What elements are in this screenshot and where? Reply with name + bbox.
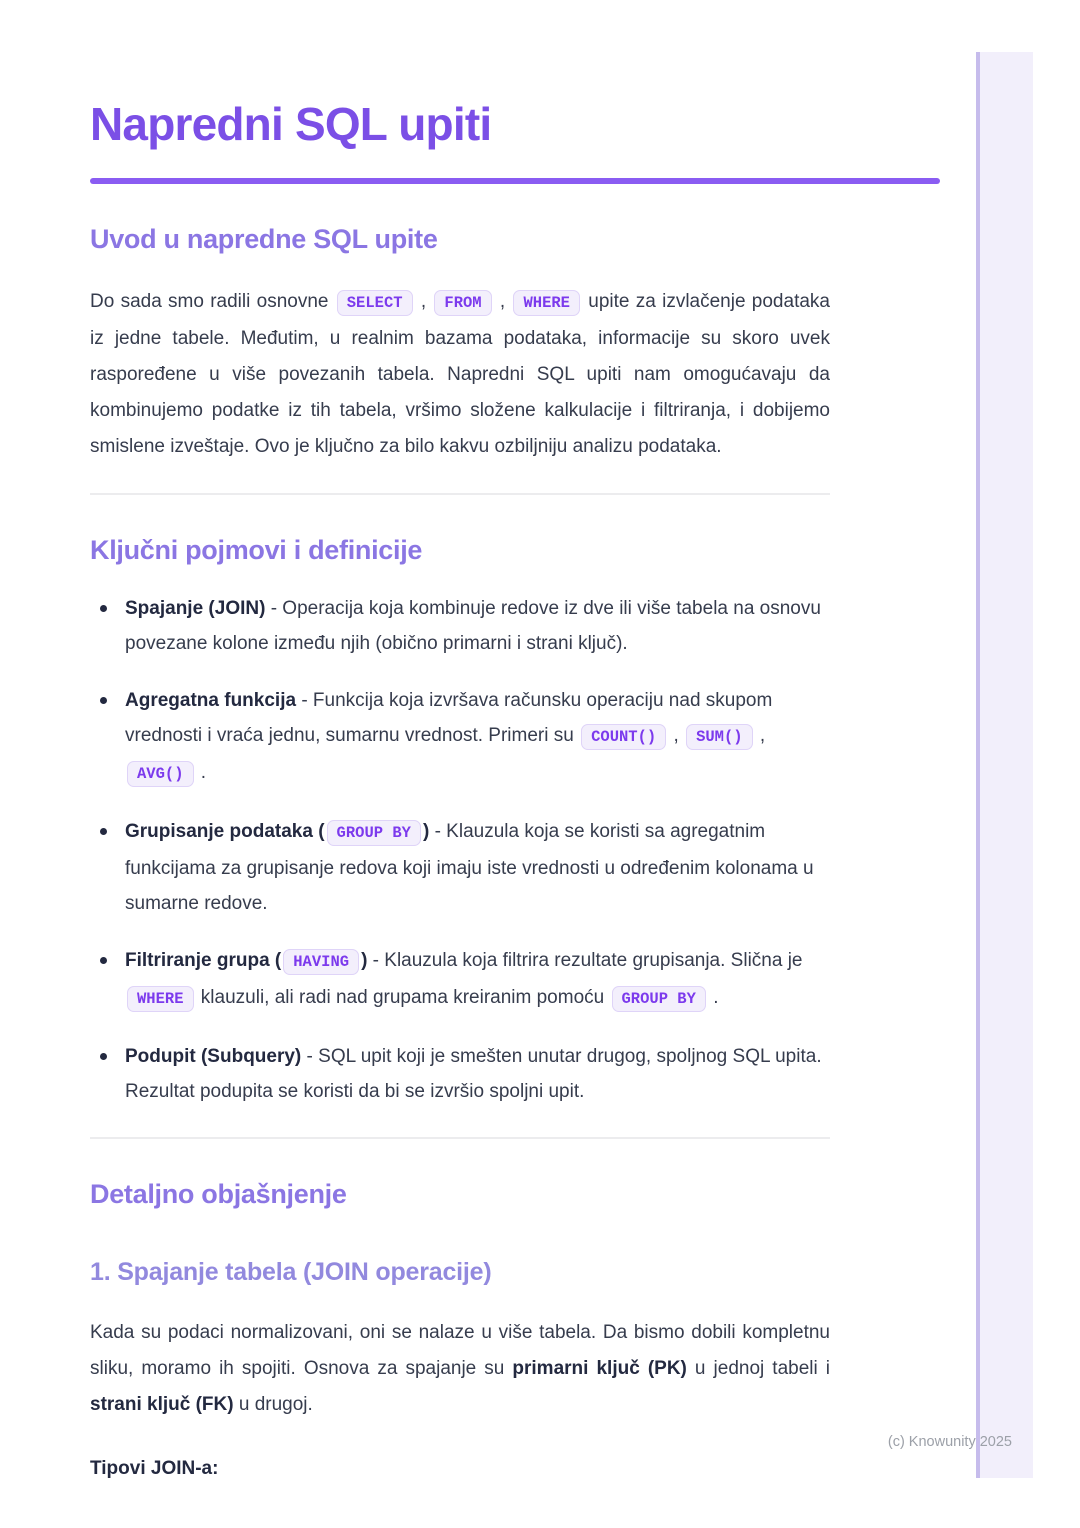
sections-container (90, 222, 830, 1487)
list-item (90, 943, 830, 1017)
bold-text: primarni ključ (PK) (512, 1358, 687, 1379)
list-item (90, 683, 830, 792)
list-item (90, 1039, 830, 1109)
inline-code-chip: AVG() (127, 761, 194, 787)
content-column (90, 0, 830, 1487)
bullet-list (90, 591, 830, 1109)
section-divider (90, 493, 830, 495)
bold-text: ) (361, 950, 368, 971)
bold-text: Agregatna funkcija (125, 690, 297, 711)
page-title: Napredni SQL upiti (90, 98, 492, 150)
bold-text: ) (422, 821, 430, 842)
text-run: klauzuli, ali radi nad grupama kreiranim pomoću (195, 987, 610, 1008)
text-run: . (195, 762, 207, 783)
text-run: - Klauzula koja se koristi sa agregatnim funkcijama za grupisanje redova koji imaju iste vrednosti u određenim kolonama u sumarne redove. (125, 821, 814, 914)
bold-text: strani ključ (FK) (90, 1394, 234, 1415)
right-margin-strip (976, 52, 1033, 1478)
text-run: , (668, 725, 685, 746)
text-run: upite za izvlačenje podataka iz jedne tabele. Međutim, u realnim bazama podataka, informacije su skoro uvek raspoređene u više povezanih tabela. Napredni SQL upiti nam omogućavaju da kombinujemo podatke iz tih tabela, vršimo složene kalkulacije i filtriranja, i dobijemo smislene izveštaje. Ovo je ključno za bilo kakvu ozbiljniju analizu podataka. (90, 291, 830, 457)
paragraph (90, 284, 830, 465)
inline-code-chip: GROUP BY (327, 820, 421, 846)
text-run: - Operacija koja kombinuje redove iz dve ili više tabela na osnovu povezane kolone između njih (obično primarni i strani ključ). (125, 598, 821, 654)
section-heading: Uvod u napredne SQL upite (90, 224, 438, 254)
bold-text: Tipovi JOIN-a: (90, 1458, 219, 1479)
bold-text: Filtriranje grupa ( (125, 950, 282, 971)
bold-text: Podupit (Subquery) (125, 1046, 302, 1067)
text-run: u jednoj tabeli i (686, 1358, 830, 1379)
paragraph (90, 1315, 830, 1423)
inline-code-chip: WHERE (127, 986, 194, 1012)
title-underline (90, 178, 940, 184)
text-run: , (754, 725, 766, 746)
bold-text: Spajanje (JOIN) (125, 598, 266, 619)
text-run: . (707, 987, 719, 1008)
section-heading: Detaljno objašnjenje (90, 1179, 347, 1209)
text-run: - Funkcija koja izvršava računsku operaciju nad skupom vrednosti i vraća jednu, sumarnu vrednost. Primeri su (125, 690, 773, 746)
bold-text: Grupisanje podataka ( (125, 821, 325, 842)
text-run: - Klauzula koja filtrira rezultate grupisanja. Slična je (367, 950, 803, 971)
text-run: Do sada smo radili osnovne (90, 291, 335, 312)
inline-code-chip: GROUP BY (612, 986, 706, 1012)
text-run: , (414, 291, 433, 312)
inline-code-chip: SELECT (337, 290, 413, 316)
text-run: , (493, 291, 512, 312)
inline-code-chip: FROM (434, 290, 491, 316)
inline-code-chip: COUNT() (581, 724, 666, 750)
inline-code-chip: SUM() (686, 724, 753, 750)
text-run: u drugoj. (233, 1394, 313, 1415)
text-run: Kada su podaci normalizovani, oni se nalaze u više tabela. Da bismo dobili kompletnu sliku, moramo ih spojiti. Osnova za spajanje su (90, 1322, 830, 1379)
copyright-watermark: (c) Knowunity 2025 (887, 1434, 1012, 1450)
subsection-heading: 1. Spajanje tabela (JOIN operacije) (90, 1258, 492, 1286)
paragraph (90, 1451, 830, 1487)
inline-code-chip: WHERE (513, 290, 580, 316)
list-item (90, 591, 830, 661)
section-heading: Ključni pojmovi i definicije (90, 535, 423, 565)
inline-code-chip: HAVING (283, 949, 359, 975)
section-divider (90, 1137, 830, 1139)
list-item (90, 814, 830, 921)
text-run: - SQL upit koji je smešten unutar drugog, spoljnog SQL upita. Rezultat podupita se koristi da bi se izvršio spoljni upit. (125, 1046, 822, 1102)
